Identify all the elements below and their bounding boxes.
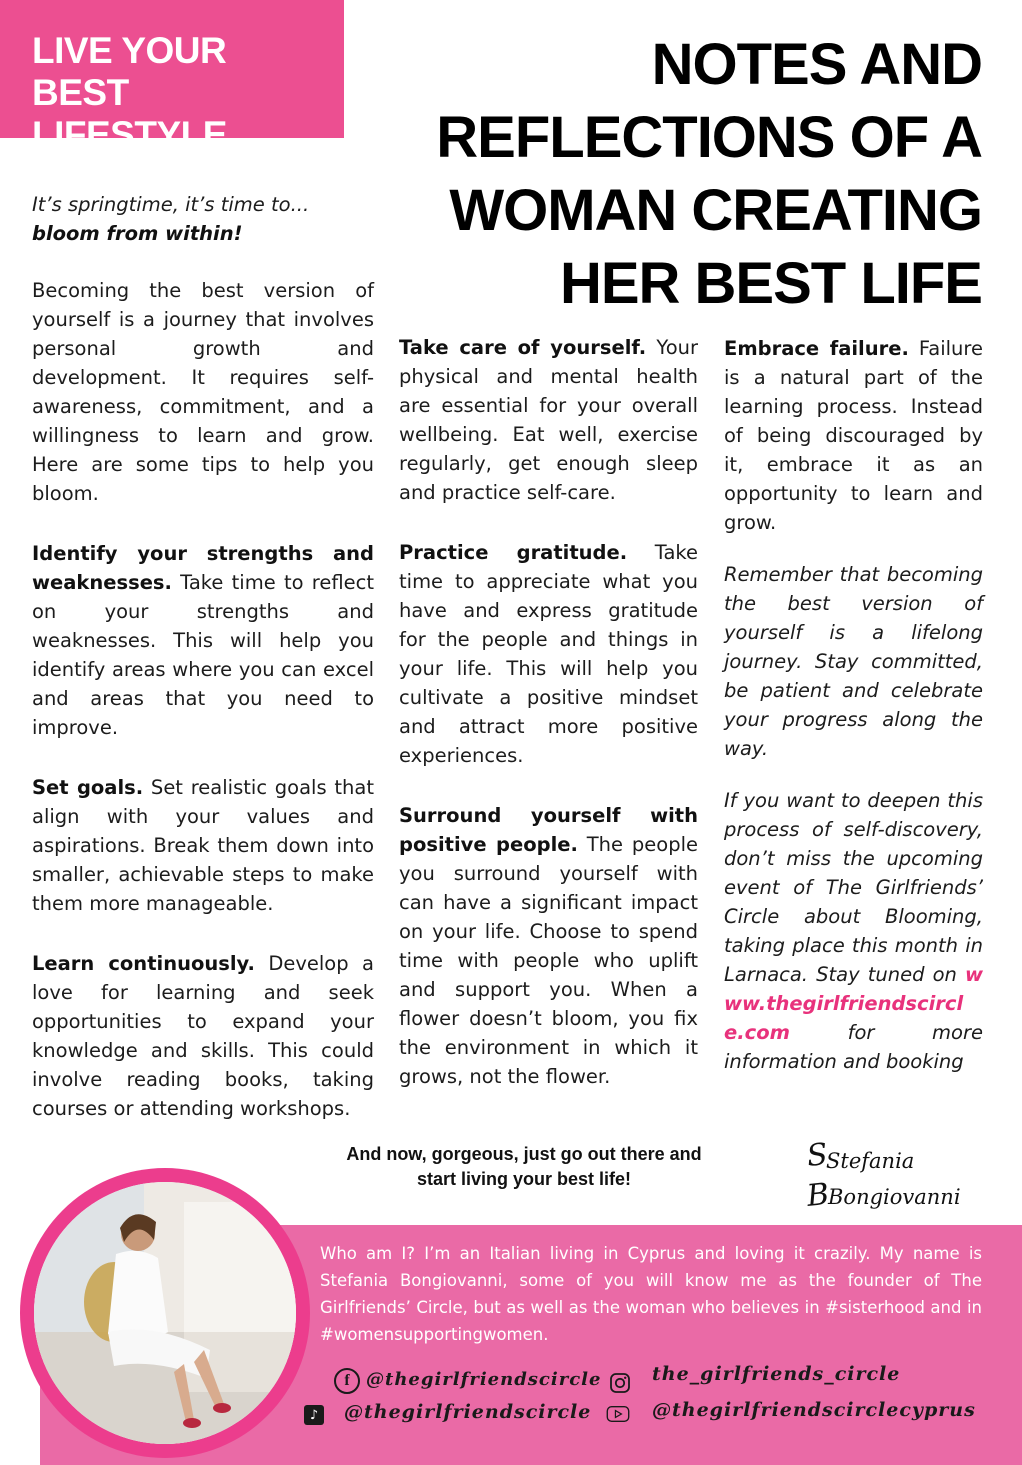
tip-body: Take time to reflect on your strengths and weaknesses. This will help you identify areas where you can excel and areas that you need to improve. [32,571,374,739]
remember-note: Remember that becoming the best version of yourself is a lifelong journey. Stay committed, be patient and celebrate your progress along the way. [724,563,983,760]
page-title: NOTES AND REFLECTIONS OF A WOMAN CREATING HER BEST LIFE [436,32,982,316]
tip-title: Set goals. [32,776,144,799]
youtube-icon [606,1402,630,1426]
tip-title: Embrace failure. [724,337,909,360]
facebook-handle[interactable]: @thegirlfriendscircle [366,1369,602,1390]
tip-self-care [399,333,698,507]
event-note [724,786,983,1076]
instagram-handle[interactable]: the_girlfriends_circle [652,1363,901,1385]
column-right [724,334,983,1099]
intro-body: Becoming the best version of yourself is a journey that involves personal growth and development. It requires self-awareness, commitment, and a willingness to learn and grow. Here are some tips to help you bloom. [32,279,374,505]
closing-message: And now, gorgeous, just go out there and start living your best life! [346,1144,702,1189]
author-photo [34,1182,296,1444]
tip-body: The people you surround yourself with can have a significant impact on your life. Choose to spend time with people who uplift and support you. When a flower doesn’t bloom, you fix the environment in which it grows, not the flower. [399,833,699,1088]
tiktok-icon: ♪ [304,1405,324,1425]
instagram-icon [608,1371,632,1395]
facebook-icon: f [334,1368,360,1394]
bio-text: Who am I? I’m an Italian living in Cyprus and loving it crazily. My name is Stefania Bongiovanni, some of you will know me as the founder of The Girlfriends’ Circle, but as well as the woman who believes in #sisterhood and in #womensupportingwomen. [320,1244,982,1344]
tip-goals [32,773,374,918]
tip-body: Develop a love for learning and seek opportunities to expand your knowledge and skills. This could involve reading books, taking courses or attending workshops. [32,952,375,1120]
section-tag-box [0,0,344,155]
tip-gratitude [399,538,698,770]
event-tail: for more information and booking [724,1021,983,1073]
tip-title: Surround yourself with positive people. [399,804,698,856]
website-link[interactable]: www.thegirlfriendscircle.com [724,963,983,1044]
intro-bold: bloom from within! [32,222,243,245]
tip-body: Set realistic goals that align with your values and aspirations. Break them down into smaller, achievable steps to make them more manageable. [32,776,374,915]
tip-title: Learn continuously. [32,952,255,975]
tiktok-handle[interactable]: @thegirlfriendscircle [344,1401,592,1423]
svg-text:B: B [805,1176,831,1214]
tip-failure [724,334,983,537]
signature-line2: Bongiovanni [828,1185,961,1209]
intro-lead: It’s springtime, it’s time to... [32,193,310,216]
youtube-handle[interactable]: @thegirlfriendscirclecyprus [652,1399,976,1421]
tip-strengths [32,539,374,742]
tip-positive-people [399,801,698,1091]
event-text: If you want to deepen this process of self-discovery, don’t miss the upcoming event of The Girlfriends’ Circle about Blooming, taking place this month in Larnaca. Stay tuned on [724,789,983,986]
tip-title: Take care of yourself. [399,336,647,359]
tip-body: Your physical and mental health are essential for your overall wellbeing. Eat well, exercise regularly, get enough sleep and practice self-care. [399,336,698,504]
tip-title: Identify your strengths and weaknesses. [32,542,374,594]
column-left [32,190,374,1154]
tip-body: Take time to appreciate what you have and express gratitude for the people and things in your life. This will help you cultivate a positive mindset and attract more positive experiences. [399,541,698,767]
signature-line1: Stefania [826,1149,915,1173]
tip-body: Failure is a natural part of the learning process. Instead of being discouraged by it, embrace it as an opportunity to learn and grow. [724,337,984,534]
svg-text:S: S [805,1136,830,1174]
tip-learn [32,949,374,1123]
signature-image [800,1132,980,1222]
tip-title: Practice gratitude. [399,541,628,564]
section-tag: LIVE YOUR BEST LIFESTYLE [32,30,227,155]
column-middle [399,333,698,1122]
